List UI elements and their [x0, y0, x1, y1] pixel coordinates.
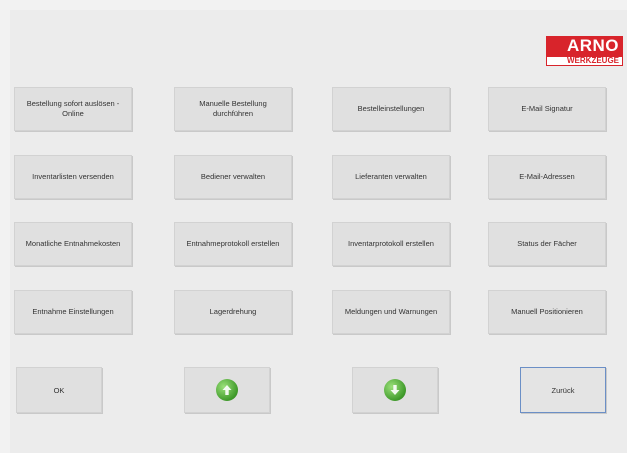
- manual-order-button[interactable]: Manuelle Bestellung durchführen: [174, 87, 292, 131]
- manage-suppliers-button[interactable]: Lieferanten verwalten: [332, 155, 450, 199]
- stock-rotation-button[interactable]: Lagerdrehung: [174, 290, 292, 334]
- create-inventory-log-button[interactable]: Inventarprotokoll erstellen: [332, 222, 450, 266]
- order-settings-button[interactable]: Bestelleinstellungen: [332, 87, 450, 131]
- manual-positioning-button[interactable]: Manuell Positionieren: [488, 290, 606, 334]
- monthly-withdrawal-costs-button[interactable]: Monatliche Entnahmekosten: [14, 222, 132, 266]
- logo-subtitle: WERKZEUGE: [546, 56, 623, 66]
- messages-warnings-button[interactable]: Meldungen und Warnungen: [332, 290, 450, 334]
- arrow-up-icon: [216, 379, 238, 401]
- arno-logo: [546, 36, 623, 66]
- arrow-down-icon: [384, 379, 406, 401]
- scroll-down-button[interactable]: [352, 367, 438, 413]
- back-button[interactable]: Zurück: [520, 367, 606, 413]
- ok-button[interactable]: OK: [16, 367, 102, 413]
- send-inventory-lists-button[interactable]: Inventarlisten versenden: [14, 155, 132, 199]
- withdrawal-settings-button[interactable]: Entnahme Einstellungen: [14, 290, 132, 334]
- email-addresses-button[interactable]: E-Mail-Adressen: [488, 155, 606, 199]
- order-online-button[interactable]: Bestellung sofort auslösen - Online: [14, 87, 132, 131]
- compartment-status-button[interactable]: Status der Fächer: [488, 222, 606, 266]
- email-signature-button[interactable]: E-Mail Signatur: [488, 87, 606, 131]
- manage-operators-button[interactable]: Bediener verwalten: [174, 155, 292, 199]
- create-withdrawal-log-button[interactable]: Entnahmeprotokoll erstellen: [174, 222, 292, 266]
- logo-brand: ARNO: [546, 36, 623, 56]
- scroll-up-button[interactable]: [184, 367, 270, 413]
